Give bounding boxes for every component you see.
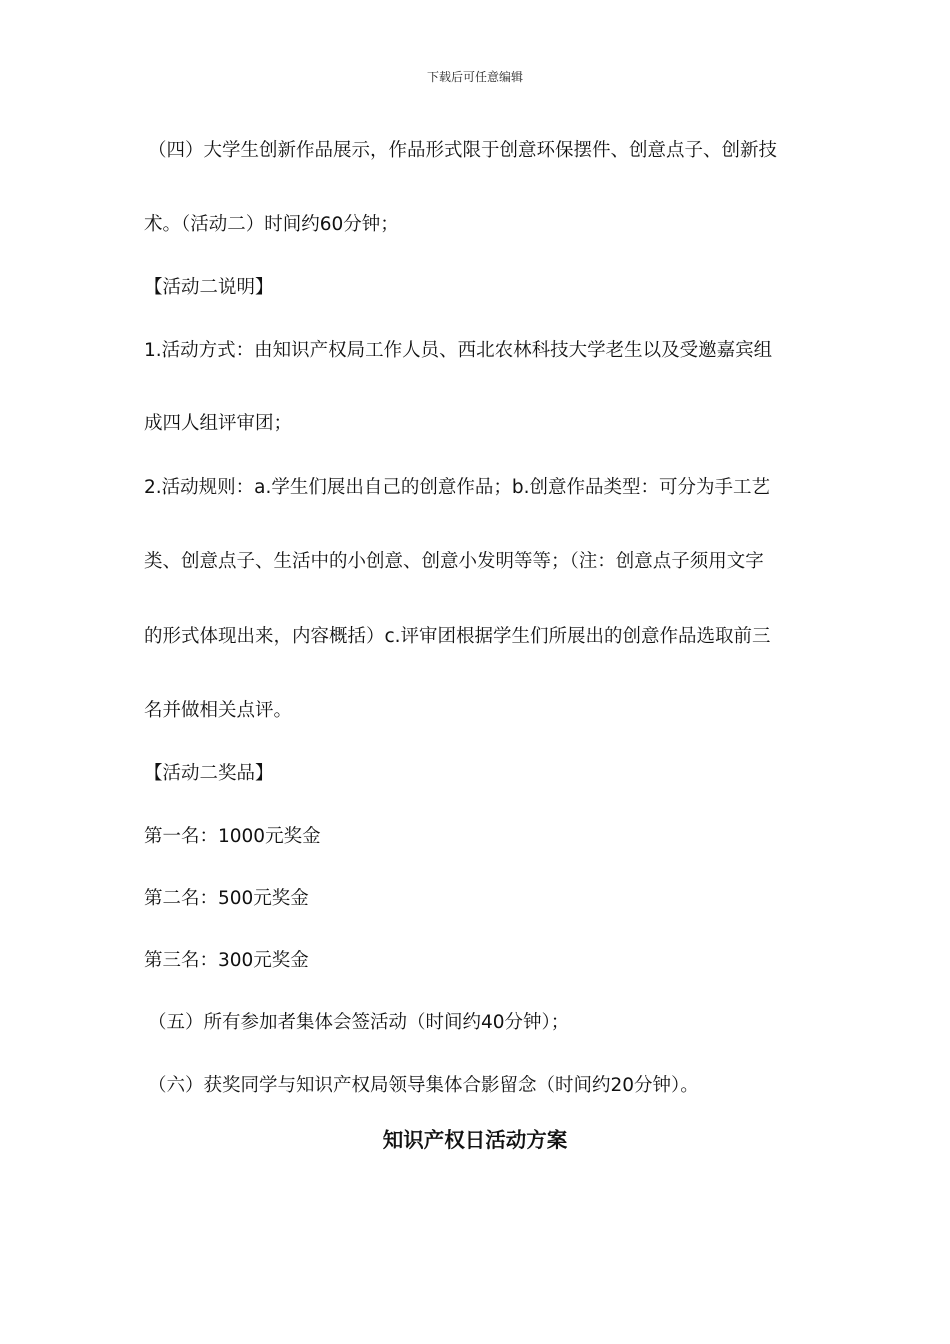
paragraph-line: 成四人组评审团；: [144, 413, 293, 434]
paragraph-line: 的形式体现出来，内容概括）c.评审团根据学生们所展出的创意作品选取前三: [144, 626, 771, 647]
section-heading: 【活动二奖品】: [144, 763, 274, 784]
paragraph-line: （四）大学生创新作品展示，作品形式限于创意环保摆件、创意点子、创新技: [148, 140, 778, 161]
paragraph-line: （五）所有参加者集体会签活动（时间约40分钟）；: [148, 1012, 570, 1033]
document-title: 知识产权日活动方案: [382, 1128, 568, 1152]
paragraph-line: 2.活动规则：a.学生们展出自己的创意作品；b.创意作品类型：可分为手工艺: [144, 477, 770, 498]
prize-line: 第一名：1000元奖金: [144, 826, 321, 847]
paragraph-line: （六）获奖同学与知识产权局领导集体合影留念（时间约20分钟）。: [148, 1075, 699, 1096]
paragraph-line: 名并做相关点评。: [144, 700, 293, 721]
paragraph-line: 术。（活动二）时间约60分钟；: [144, 214, 399, 235]
prize-line: 第三名：300元奖金: [144, 950, 309, 971]
paragraph-line: 类、创意点子、生活中的小创意、创意小发明等等；（注：创意点子须用文字: [144, 551, 764, 572]
section-heading: 【活动二说明】: [144, 277, 274, 298]
prize-line: 第二名：500元奖金: [144, 888, 309, 909]
paragraph-line: 1.活动方式：由知识产权局工作人员、西北农林科技大学老生以及受邀嘉宾组: [144, 340, 773, 361]
header-note: 下载后可任意编辑: [426, 70, 523, 84]
